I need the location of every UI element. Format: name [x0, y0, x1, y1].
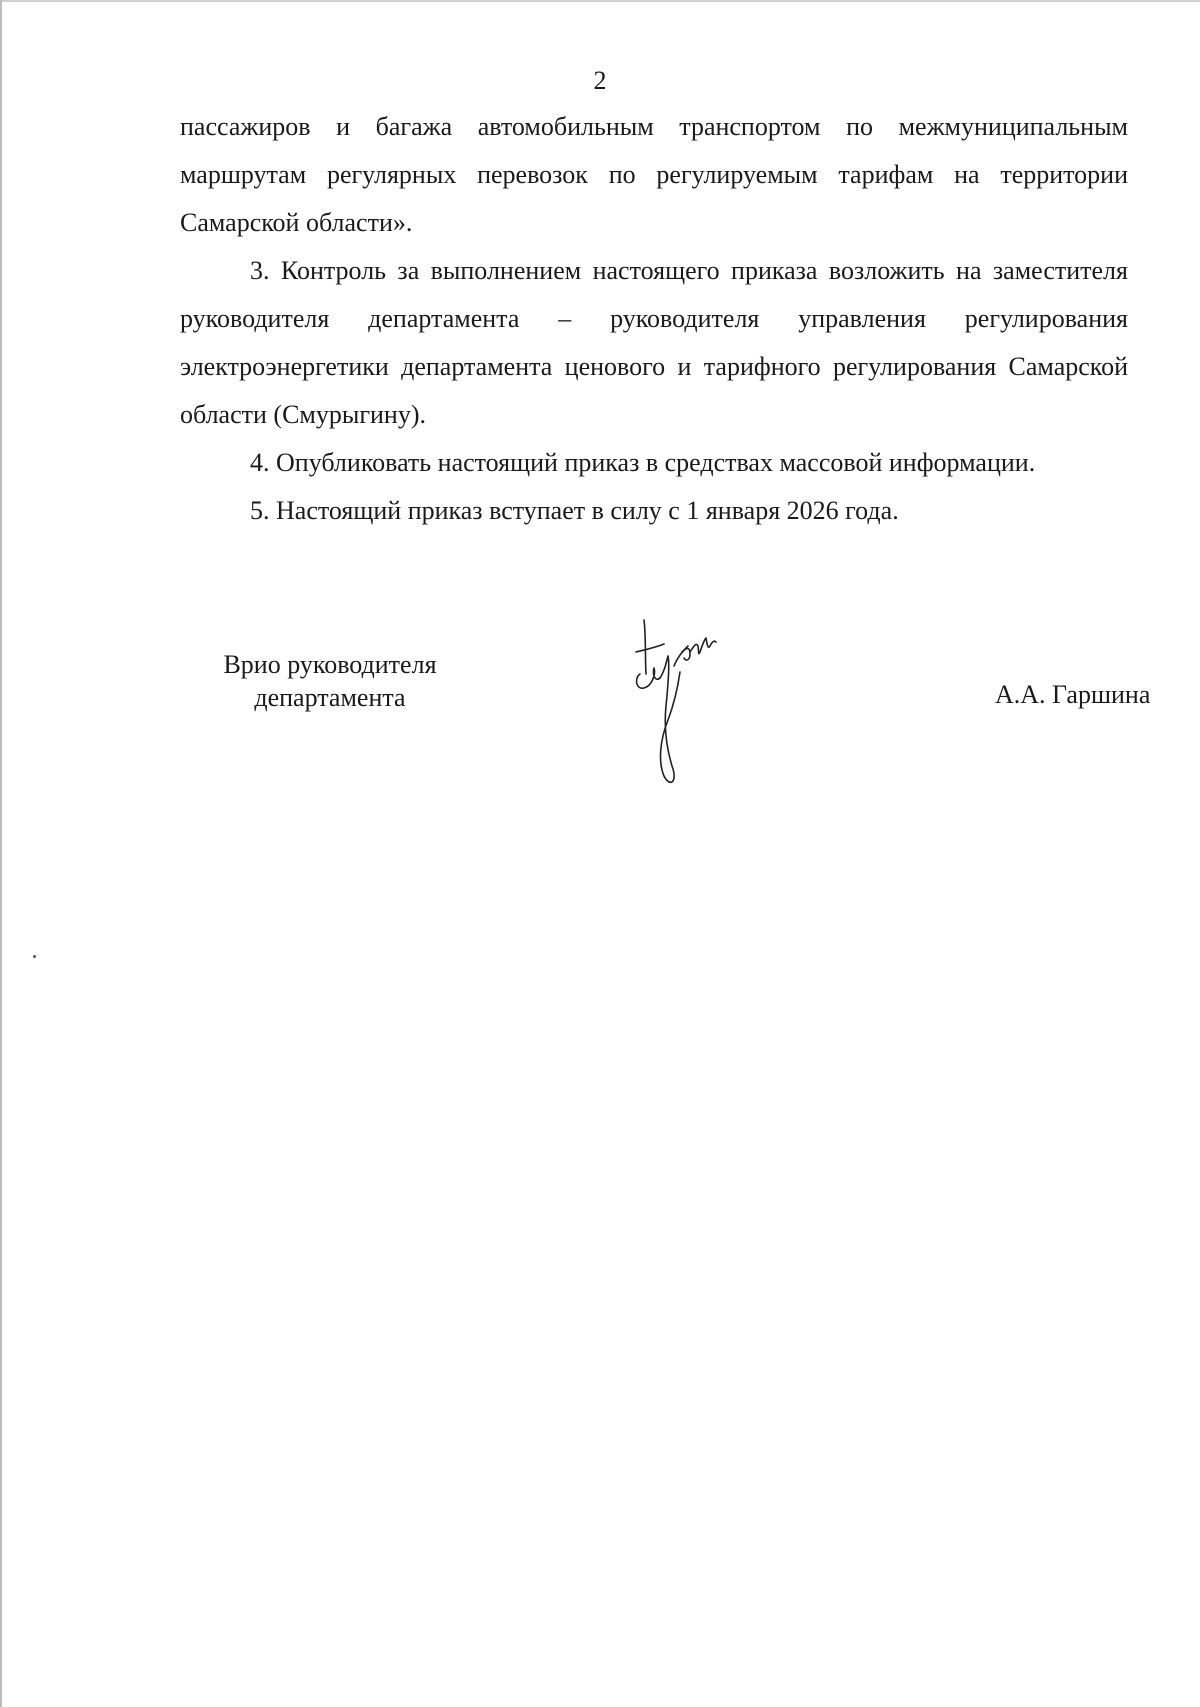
- scan-left-edge: [0, 0, 2, 1707]
- paragraph-item-4: 4. Опубликовать настоящий приказ в средствах массовой информации.: [250, 448, 1036, 477]
- scan-speck: [33, 955, 36, 958]
- paragraph-continuation: пассажиров и багажа автомобильным транспортом по межмуниципальным маршрутам регулярных перевозок по регулируемым тарифам на территории Самарской области».: [180, 112, 1128, 237]
- paragraph-item-5: 5. Настоящий приказ вступает в силу с 1 января 2026 года.: [250, 496, 899, 525]
- document-body: [180, 103, 1128, 535]
- handwritten-signature-icon: [630, 616, 740, 786]
- signature-block: [0, 648, 1200, 798]
- signatory-position-line-2: департамента: [254, 683, 406, 712]
- signatory-position: [205, 648, 455, 714]
- signatory-position-line-1: Врио руководителя: [223, 650, 437, 679]
- page-number: 2: [593, 66, 607, 95]
- signatory-name: А.А. Гаршина: [995, 680, 1151, 709]
- paragraph-item-3: 3. Контроль за выполнением настоящего приказа возложить на заместителя руководителя департамента – руководителя управления регулирования электроэнергетики департамента ценового и тарифного регулирования Самарской области (Смурыгину).: [180, 256, 1128, 429]
- scan-top-edge: [0, 0, 1200, 2]
